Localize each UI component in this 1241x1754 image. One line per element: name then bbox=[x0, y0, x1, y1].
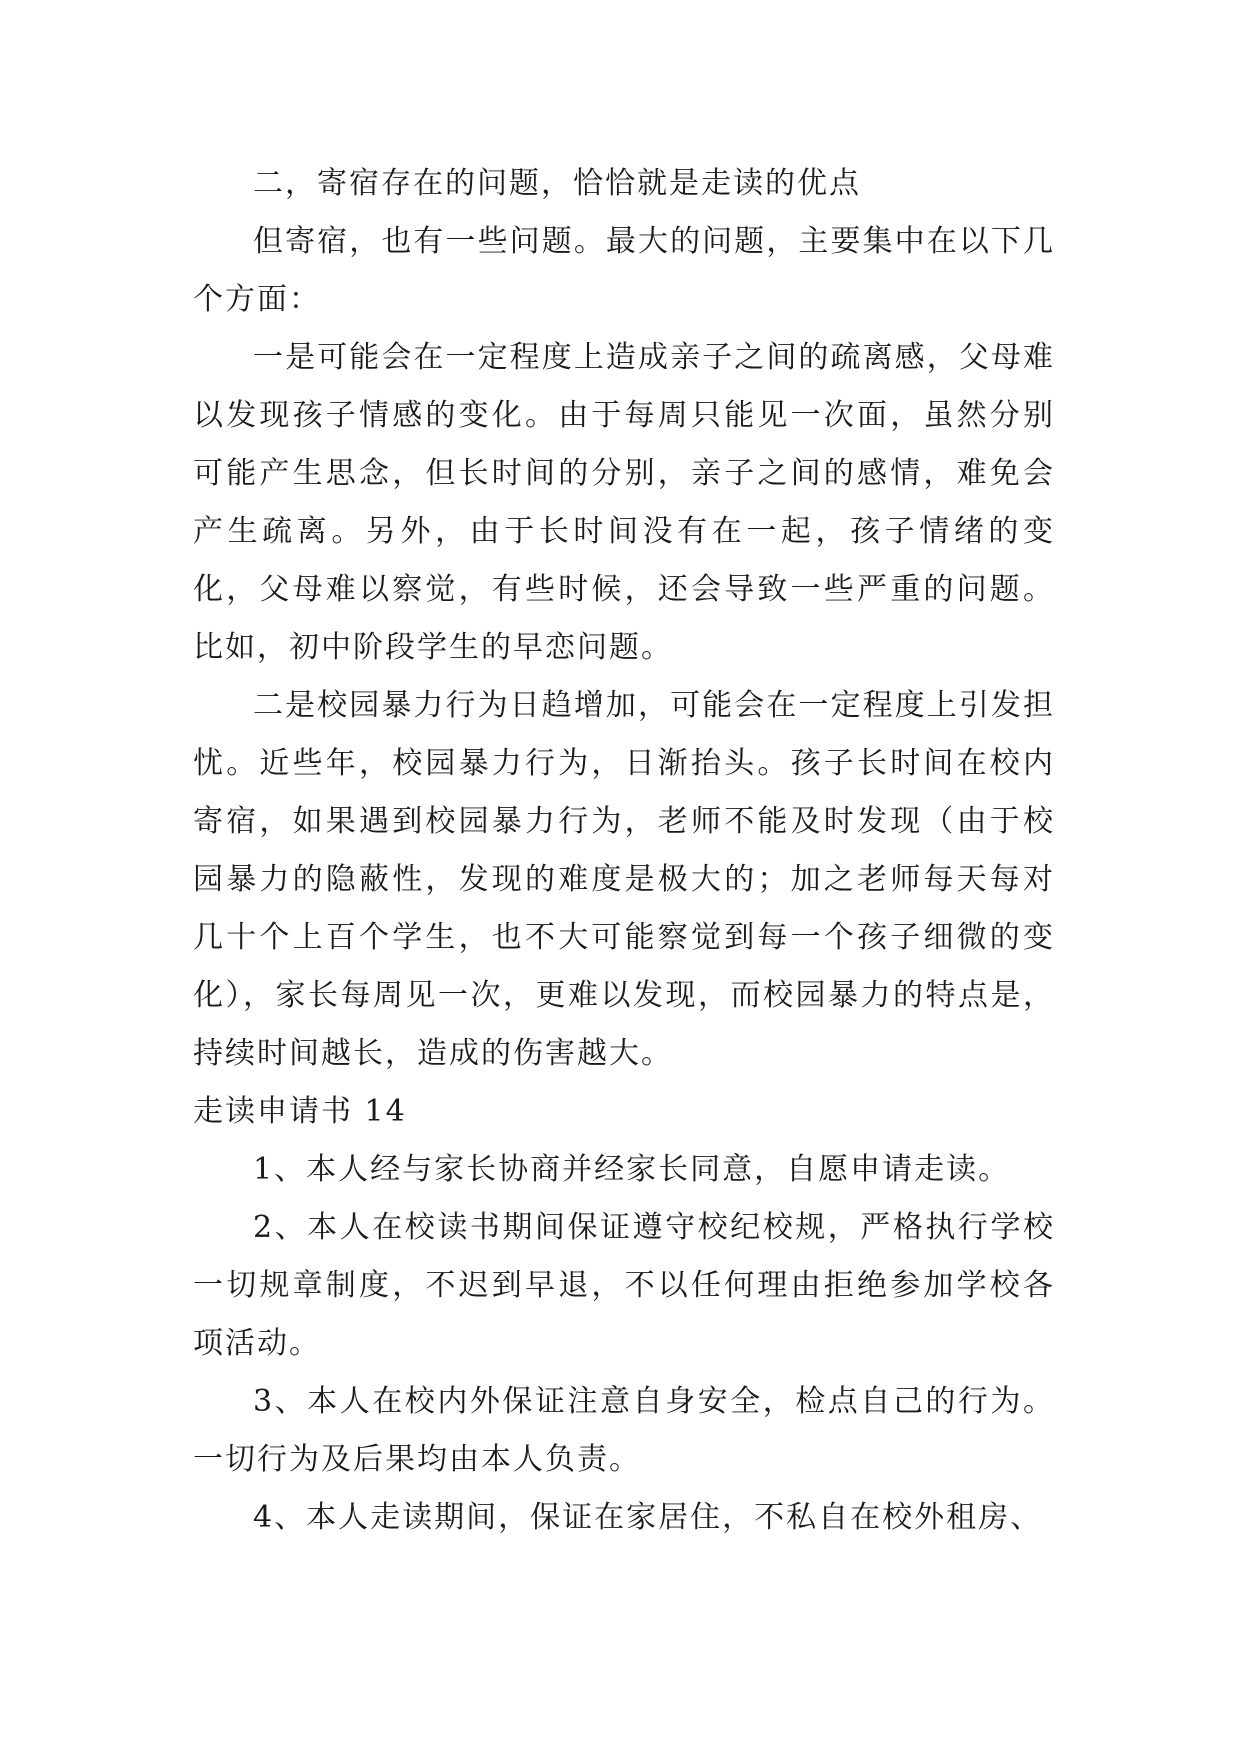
paragraph-point-two: 二是校园暴力行为日趋增加，可能会在一定程度上引发担忧。近些年，校园暴力行为，日渐抬头。孩子长时间在校内寄宿，如果遇到校园暴力行为，老师不能及时发现（由于校园暴力的隐蔽性，发现的难度是极大的；加之老师每天每对几十个上百个学生，也不大可能察觉到每一个孩子细微的变化），家长每周见一次，更难以发现，而校园暴力的特点是，持续时间越长，造成的伤害越大。 bbox=[193, 688, 1055, 1071]
application-item-3: 3、本人在校内外保证注意自身安全，检点自己的行为。一切行为及后果均由本人负责。 bbox=[193, 1384, 1055, 1477]
paragraph-intro: 但寄宿，也有一些问题。最大的问题，主要集中在以下几个方面： bbox=[193, 224, 1055, 317]
application-title: 走读申请书 14 bbox=[193, 1094, 407, 1129]
paragraph-point-one: 一是可能会在一定程度上造成亲子之间的疏离感，父母难以发现孩子情感的变化。由于每周只能见一次面，虽然分别可能产生思念，但长时间的分别，亲子之间的感情，难免会产生疏离。另外，由于长时间没有在一起，孩子情绪的变化，父母难以察觉，有些时候，还会导致一些严重的问题。比如，初中阶段学生的早恋问题。 bbox=[193, 340, 1055, 665]
application-item-2: 2、本人在校读书期间保证遵守校纪校规，严格执行学校一切规章制度，不迟到早退，不以任何理由拒绝参加学校各项活动。 bbox=[193, 1210, 1055, 1361]
section-heading: 二，寄宿存在的问题，恰恰就是走读的优点 bbox=[253, 166, 861, 201]
application-item-4: 4、本人走读期间，保证在家居住，不私自在校外租房、 bbox=[253, 1500, 1043, 1535]
application-item-1: 1、本人经与家长协商并经家长同意，自愿申请走读。 bbox=[253, 1152, 1011, 1187]
document-body bbox=[193, 155, 1055, 1547]
